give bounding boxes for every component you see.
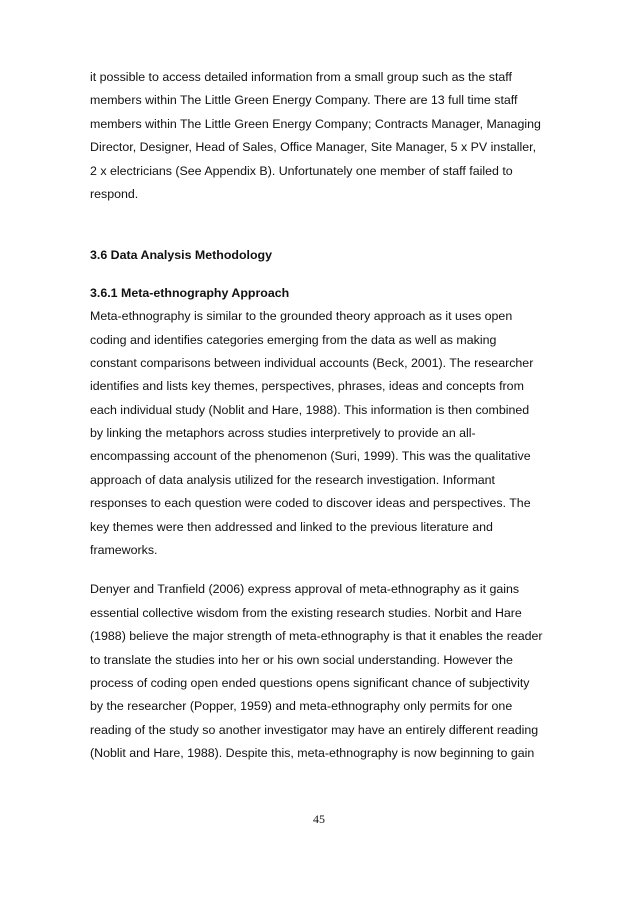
text-line: members within The Little Green Energy Company; Contracts Manager, Managing — [90, 116, 541, 131]
text-line: key themes were then addressed and linked to the previous literature and — [90, 519, 493, 534]
text-line: approach of data analysis utilized for the research investigation. Informant — [90, 472, 495, 487]
text-line: each individual study (Noblit and Hare, 1988). This information is then combined — [90, 402, 530, 417]
text-line: 2 x electricians (See Appendix B). Unfortunately one member of staff failed to — [90, 163, 513, 178]
text-line: constant comparisons between individual accounts (Beck, 2001). The researcher — [90, 355, 534, 370]
text-line: essential collective wisdom from the existing research studies. Norbit and Hare — [90, 605, 522, 620]
text-line: process of coding open ended questions opens significant chance of subjectivity — [90, 675, 530, 690]
text-line: by linking the metaphors across studies interpretively to provide an all- — [90, 426, 476, 441]
spacer — [90, 268, 568, 282]
page-number: 45 — [313, 812, 325, 826]
text-line: respond. — [90, 186, 139, 201]
subsection-heading: 3.6.1 Meta-ethnography Approach — [90, 285, 290, 300]
text-line: to translate the studies into her or his own social understanding. However the — [90, 652, 513, 667]
text-line: Director, Designer, Head of Sales, Office Manager, Site Manager, 5 x PV installer, — [90, 140, 537, 155]
spacer — [90, 562, 568, 578]
text-line: frameworks. — [90, 543, 158, 558]
text-line: by the researcher (Popper, 1959) and meta-ethnography only permits for one — [90, 699, 513, 714]
paragraph-meta-ethnography — [90, 305, 568, 562]
text-line: coding and identifies categories emerging from the data as well as making — [90, 332, 497, 347]
text-line: identifies and lists key themes, perspectives, phrases, ideas and concepts from — [90, 379, 524, 394]
text-line: (1988) believe the major strength of meta-ethnography is that it enables the reader — [90, 629, 543, 644]
text-line: responses to each question were coded to discover ideas and perspectives. The — [90, 496, 531, 511]
section-heading: 3.6 Data Analysis Methodology — [90, 248, 272, 263]
text-line: it possible to access detailed information from a small group such as the staff — [90, 70, 512, 84]
text-line: Denyer and Tranfield (2006) express approval of meta-ethnography as it gains — [90, 582, 520, 597]
text-line: reading of the study so another investigator may have an entirely different reading — [90, 722, 539, 737]
paragraph-staff-sample — [90, 66, 568, 206]
text-line: (Noblit and Hare, 1988). Despite this, meta-ethnography is now beginning to gain — [90, 746, 535, 761]
page-body — [90, 66, 568, 766]
text-line: encompassing account of the phenomenon (Suri, 1999). This was the qualitative — [90, 449, 531, 464]
text-line: members within The Little Green Energy Company. There are 13 full time staff — [90, 93, 518, 108]
spacer — [90, 206, 568, 244]
paragraph-denyer-tranfield — [90, 578, 568, 765]
text-line: Meta-ethnography is similar to the grounded theory approach as it uses open — [90, 309, 513, 324]
